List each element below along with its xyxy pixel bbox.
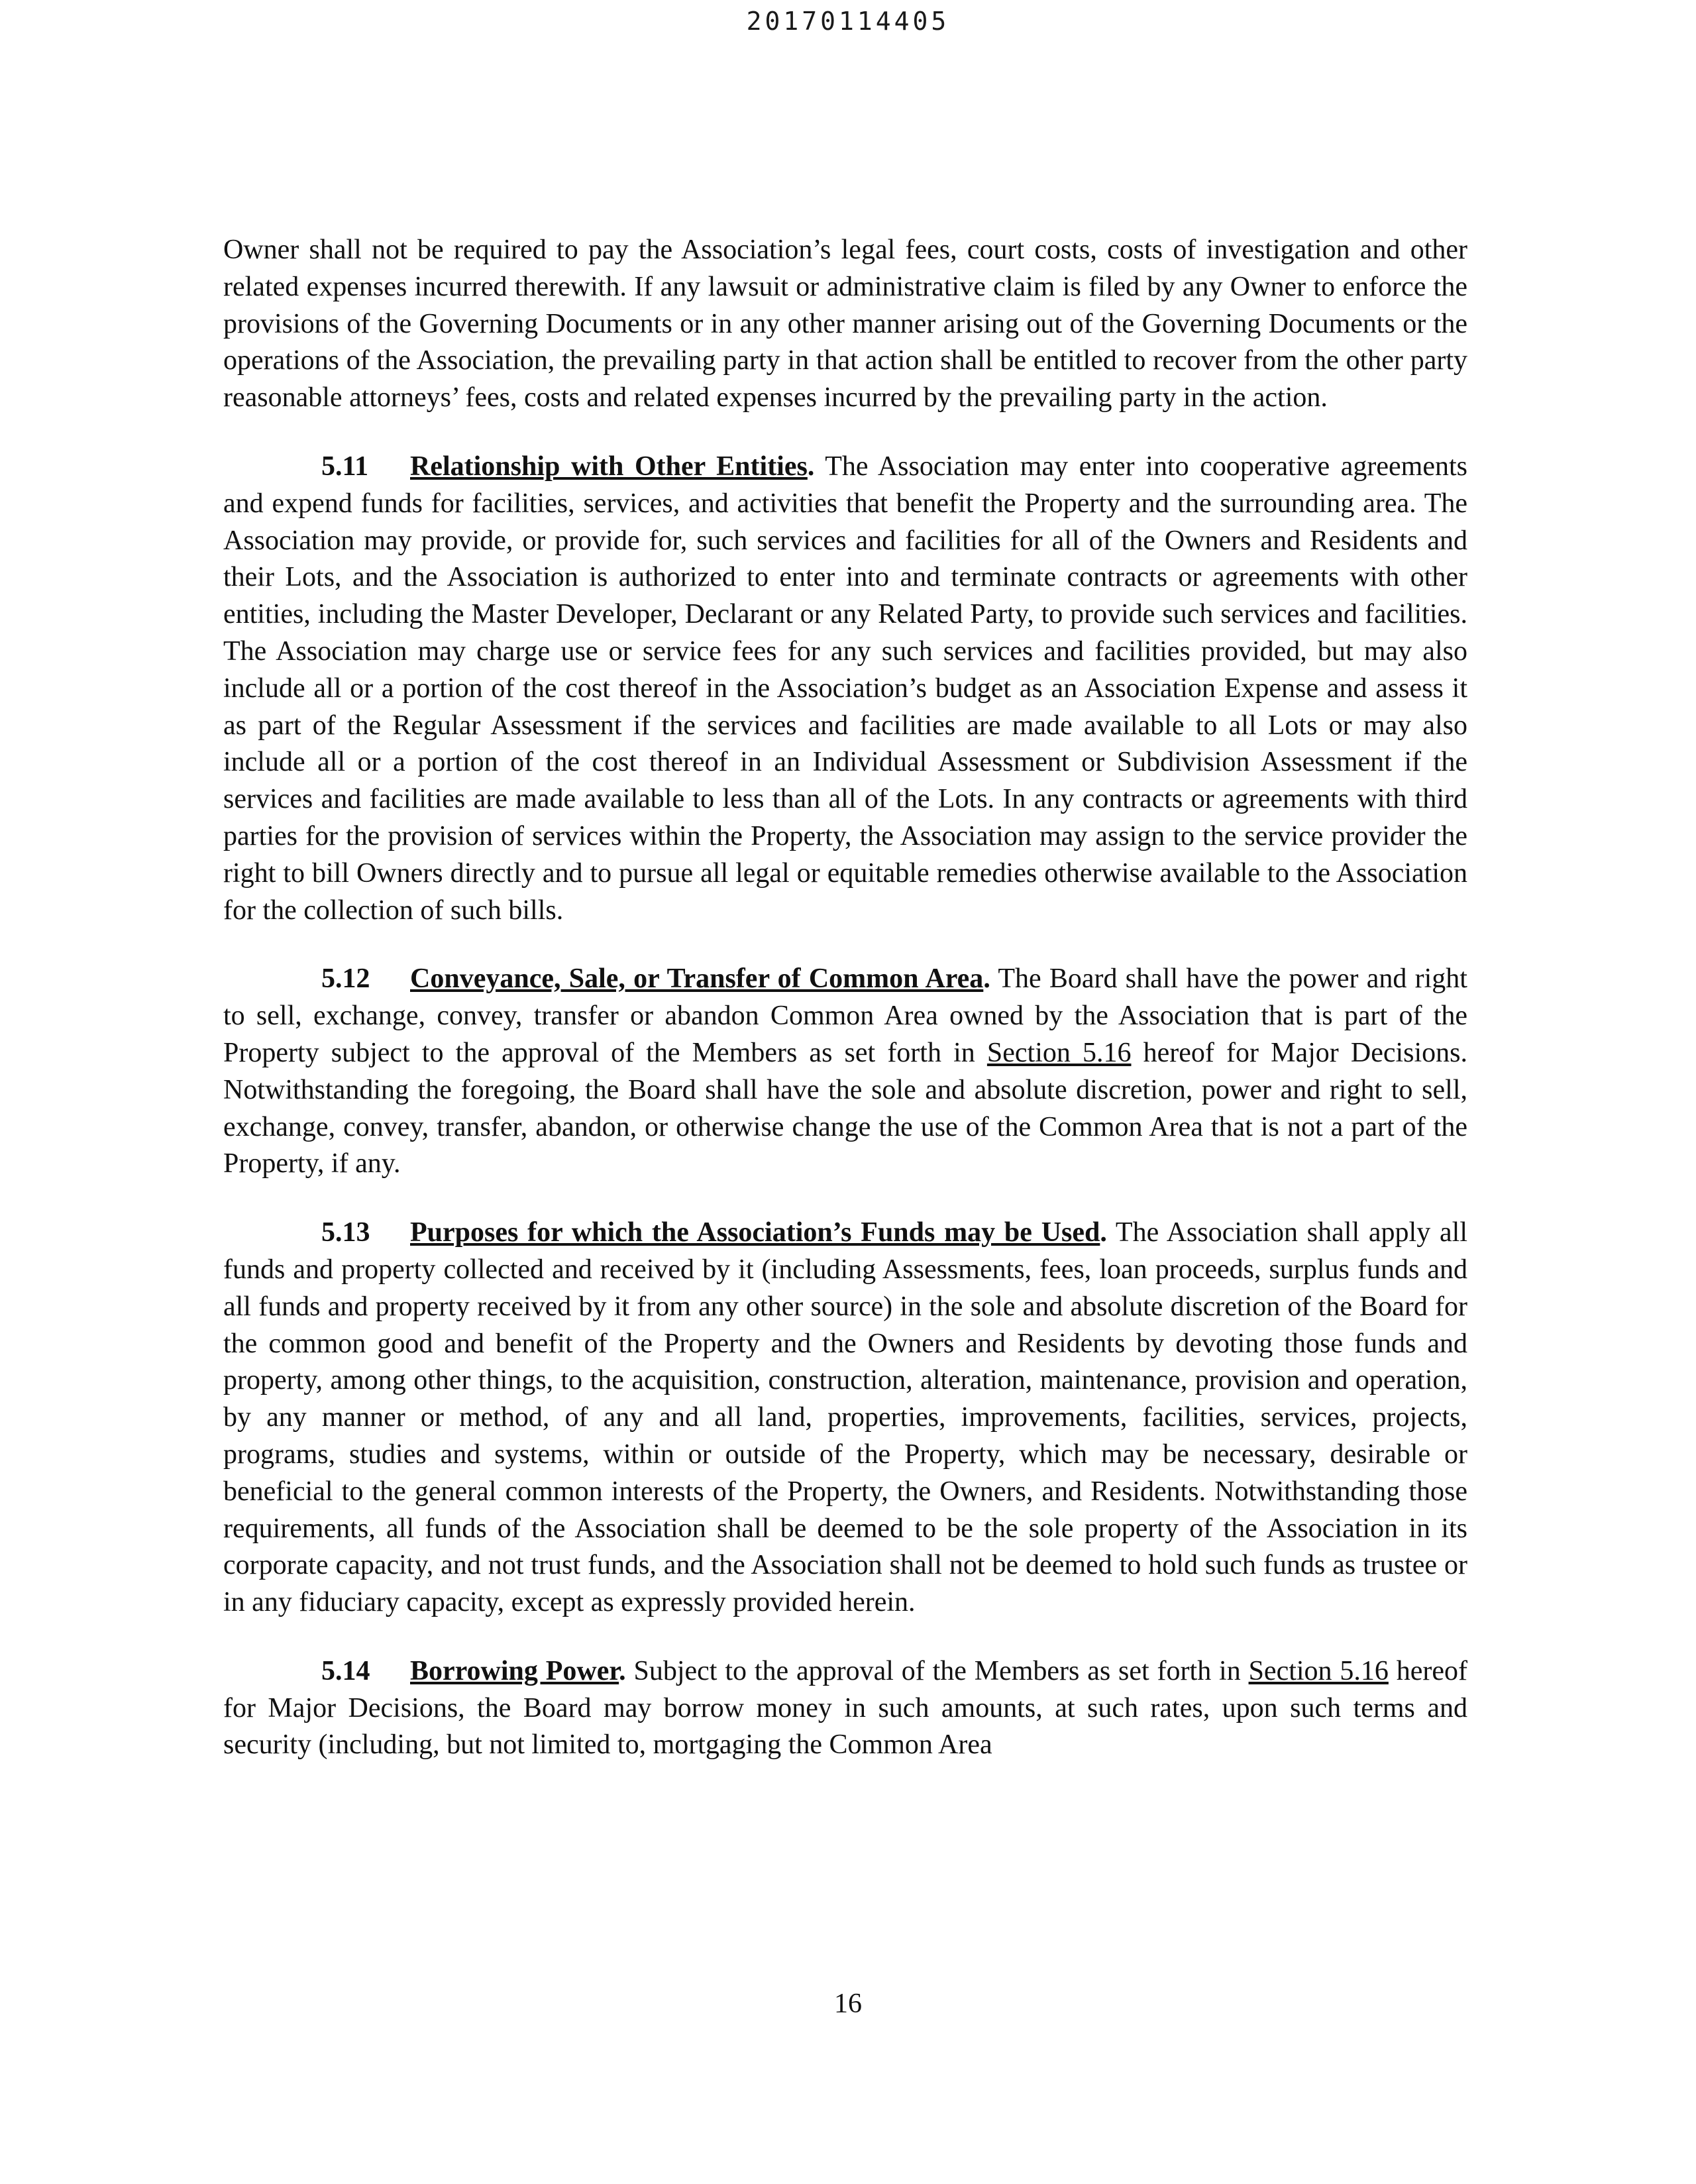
- document-body: [223, 232, 1467, 1796]
- section-title: Conveyance, Sale, or Transfer of Common Area: [410, 963, 984, 995]
- page-number: 16: [834, 1989, 862, 2019]
- paragraph-continuation: Owner shall not be required to pay the Association’s legal fees, court costs, costs of investigation and other related expenses incurred therewith. If any lawsuit or administrative claim is filed by any Owner to enforce the provisions of the Governing Documents or in any other manner arising out of the Governing Documents or the operations of the Association, the prevailing party in that action shall be entitled to recover from the other party reasonable attorneys’ fees, costs and related expenses incurred by the prevailing party in the action.: [223, 235, 1467, 413]
- section-body: The Association shall apply all funds and property collected and received by it (including Assessments, fees, loan proceeds, surplus funds and all funds and property received by it from any other source) in the sole and absolute discretion of the Board for the common good and benefit of the Property and the Owners and Residents by devoting those funds and property, among other things, to the acquisition, construction, alteration, maintenance, provision and operation, by any manner or method, of any and all land, properties, improvements, facilities, services, projects, programs, studies and systems, within or outside of the Property, which may be necessary, desirable or beneficial to the general common interests of the Property, the Owners, and Residents. Notwithstanding those requirements, all funds of the Association shall be deemed to be the sole property of the Association in its corporate capacity, and not trust funds, and the Association shall not be deemed to hold such funds as trustee or in any fiduciary capacity, except as expressly provided herein.: [223, 1217, 1467, 1618]
- section-body: hereof for Major Decisions. Notwithstanding the foregoing, the Board shall have the sole and absolute discretion, power and right to sell, exchange, convey, transfer, abandon, or otherwise change the use of the Common Area that is not a part of the Property, if any.: [223, 1037, 1468, 1179]
- section-title: Borrowing Power: [410, 1655, 619, 1686]
- section-body: The Association may enter into cooperative agreements and expend funds for facilities, services, and activities that benefit the Property and the surrounding area. The Association may provide, or provide for, such services and facilities for all of the Owners and Residents and their Lots, and the Association is authorized to enter into and terminate contracts or agreements with other entities, including the Master Developer, Declarant or any Related Party, to provide such services and facilities. The Association may charge use or service fees for any such services and facilities provided, but may also include all or a portion of the cost thereof in the Association’s budget as an Association Expense and assess it as part of the Regular Assessment if the services and facilities are made available to all Lots or may also include all or a portion of the cost thereof in an Individual Assessment or Subdivision Assessment if the services and facilities are made available to less than all of the Lots. In any contracts or agreements with third parties for the provision of services within the Property, the Association may assign to the service provider the right to bill Owners directly and to pursue all legal or equitable remedies otherwise available to the Association for the collection of such bills.: [223, 451, 1468, 926]
- section-5-14: 5.14 Borrowing Power. Subject to the approval of the Members as set forth in Section 5.16 hereof for Major Decisions, the Board may borrow money in such amounts, at such rates, upon such terms and security (including, but not limited to, mortgaging the Common Area: [223, 1653, 1467, 1764]
- section-body: Subject to the approval of the Members as set forth in: [625, 1655, 1249, 1686]
- section-5-11: 5.11 Relationship with Other Entities. The Association may enter into cooperative agreements and expend funds for facilities, services, and activities that benefit the Property and the surrounding area. The Association may provide, or provide for, such services and facilities for all of the Owners and Residents and their Lots, and the Association is authorized to enter into and terminate contracts or agreements with other entities, including the Master Developer, Declarant or any Related Party, to provide such services and facilities. The Association may charge use or service fees for any such services and facilities provided, but may also include all or a portion of the cost thereof in the Association’s budget as an Association Expense and assess it as part of the Regular Assessment if the services and facilities are made available to all Lots or may also include all or a portion of the cost thereof in an Individual Assessment or Subdivision Assessment if the services and facilities are made available to less than all of the Lots. In any contracts or agreements with third parties for the provision of services within the Property, the Association may assign to the service provider the right to bill Owners directly and to pursue all legal or equitable remedies otherwise available to the Association for the collection of such bills.: [223, 449, 1467, 929]
- section-reference: Section 5.16: [1248, 1655, 1389, 1686]
- document-number: 20170114405: [746, 7, 950, 36]
- section-reference: Section 5.16: [986, 1037, 1132, 1068]
- section-body: The Board shall have the power and right to sell, exchange, convey, transfer or abandon Common Area owned by the Association that is part of the Property subject to the approval of the Members as set forth in: [223, 963, 1467, 1068]
- section-title: Purposes for which the Association’s Funds may be Used: [410, 1217, 1100, 1248]
- section-number: 5.11: [321, 451, 369, 482]
- section-5-13: 5.13 Purposes for which the Association’s Funds may be Used. The Association shall apply all funds and property collected and received by it (including Assessments, fees, loan proceeds, surplus funds and all funds and property received by it from any other source) in the sole and absolute discretion of the Board for the common good and benefit of the Property and the Owners and Residents by devoting those funds and property, among other things, to the acquisition, construction, alteration, maintenance, provision and operation, by any manner or method, of any and all land, properties, improvements, facilities, services, projects, programs, studies and systems, within or outside of the Property, which may be necessary, desirable or beneficial to the general common interests of the Property, the Owners, and Residents. Notwithstanding those requirements, all funds of the Association shall be deemed to be the sole property of the Association in its corporate capacity, and not trust funds, and the Association shall not be deemed to hold such funds as trustee or in any fiduciary capacity, except as expressly provided herein.: [223, 1215, 1467, 1621]
- section-body: hereof for Major Decisions, the Board may borrow money in such amounts, at such rates, upon such terms and security (including, but not limited to, mortgaging the Common Area: [223, 1655, 1467, 1761]
- section-title: Relationship with Other Entities: [410, 451, 808, 482]
- section-number: 5.13: [321, 1217, 370, 1248]
- section-5-12: 5.12 Conveyance, Sale, or Transfer of Common Area. The Board shall have the power and right to sell, exchange, convey, transfer or abandon Common Area owned by the Association that is part of the Property subject to the approval of the Members as set forth in Section 5.16 hereof for Major Decisions. Notwithstanding the foregoing, the Board shall have the sole and absolute discretion, power and right to sell, exchange, convey, transfer, abandon, or otherwise change the use of the Common Area that is not a part of the Property, if any.: [223, 961, 1467, 1183]
- section-number: 5.12: [321, 963, 370, 995]
- section-number: 5.14: [321, 1655, 370, 1686]
